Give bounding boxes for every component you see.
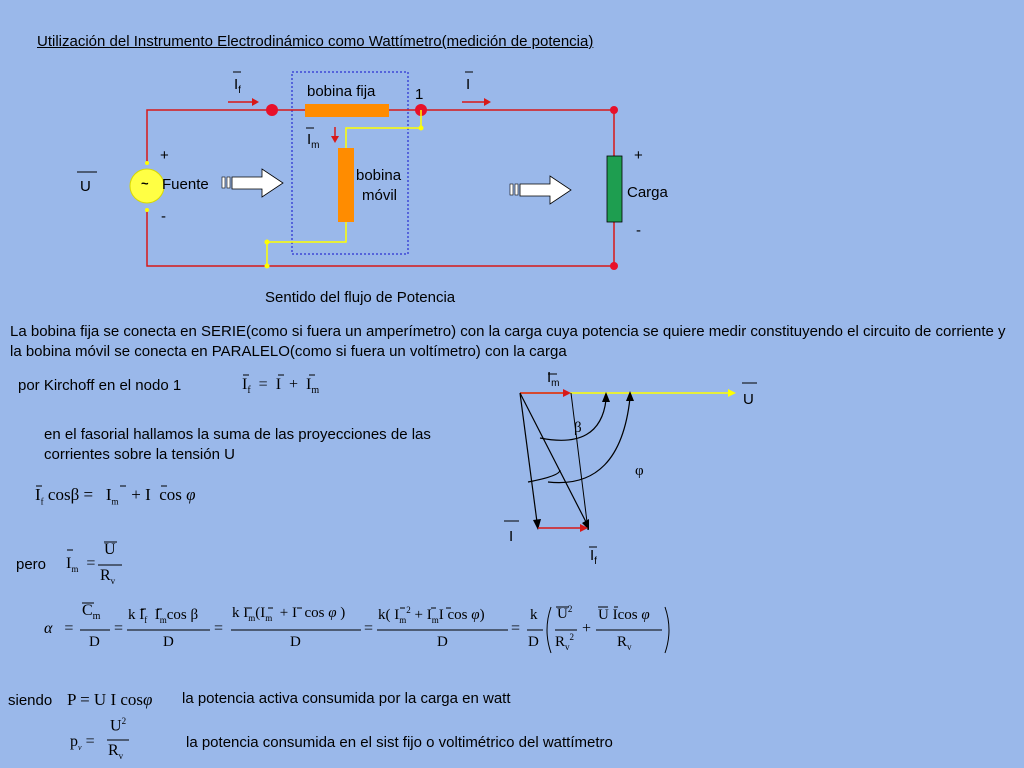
node-dot-left — [266, 104, 278, 116]
phasor-if-label: $I_f$ — [590, 547, 597, 567]
phasor-u-label: U — [743, 391, 754, 408]
power-formula: P = U I cosφ — [67, 690, 153, 709]
load-minus: - — [636, 222, 641, 239]
im-eq-num: U — [104, 541, 116, 558]
pv-formula-left: $p_v$ = — [70, 733, 95, 753]
im-eq-left: $I_m$ = — [66, 555, 96, 575]
mobile-wire-bottom — [267, 222, 346, 266]
alpha-formula: α = — [44, 620, 74, 637]
load-label: Carga — [627, 184, 668, 201]
arrow-im-icon — [331, 136, 339, 143]
siendo-label: siendo — [8, 692, 53, 709]
phasor-if — [520, 393, 586, 522]
current-i-label: I — [466, 76, 471, 93]
mobile-coil-label-1: bobina — [356, 167, 402, 184]
power-description: la potencia activa consumida por la carga en watt — [182, 690, 511, 707]
source-minus: - — [161, 208, 166, 225]
fixed-coil-label: bobina fija — [307, 83, 376, 100]
source-symbol: ~ — [141, 176, 149, 191]
pero-label: pero — [16, 556, 47, 573]
flow-arrow-left-icon — [222, 169, 283, 197]
voltage-label: U — [80, 178, 91, 195]
bottom-wire — [147, 210, 614, 266]
top-wire — [147, 110, 614, 163]
arrow-if-icon — [252, 98, 259, 106]
beta-label: β — [574, 420, 582, 436]
mobile-coil-label-2: móvil — [362, 187, 398, 204]
node-dot-right-bottom — [610, 262, 618, 270]
kirchhoff-text: por Kirchoff en el nodo 1 — [18, 377, 182, 394]
phi-label: φ — [635, 463, 644, 479]
kirchhoff-equation: $I_f = I + I_m$ — [242, 376, 320, 397]
pv-description: la potencia consumida en el sist fijo o voltimétrico del wattímetro — [186, 734, 613, 751]
current-im-label: $I_m$ — [307, 131, 320, 151]
source-plus: + — [160, 147, 169, 164]
arrow-i-icon — [484, 98, 491, 106]
projection-equation: $I_f$ $\cos\beta = I_m + I$ cos φ — [35, 485, 196, 507]
load-resistor — [607, 156, 622, 222]
explanation-text: La bobina fija se conecta en SERIE(como si fuera un amperímetro) con la carga cuya potencia se quiere medir constituyendo el circuito de corriente y la bobina móvil se conecta en PARALELO(como si fuera un voltímetro) con la carga — [10, 323, 1006, 360]
node-1-label: 1 — [415, 86, 424, 103]
current-if-label: $I_f$ — [234, 76, 241, 96]
fixed-coil — [305, 104, 389, 117]
phasor-i-label: I — [509, 528, 514, 545]
projection-text: en el fasorial hallamos la suma de las proyecciones de las corrientes sobre la tensión U — [44, 426, 431, 463]
flow-arrow-right-icon — [510, 176, 571, 204]
load-plus: + — [634, 147, 643, 164]
phasor-i — [520, 393, 537, 522]
phasor-diagram — [504, 374, 757, 547]
mobile-coil — [338, 148, 354, 222]
flow-caption: Sentido del flujo de Potencia — [265, 289, 456, 306]
im-eq-den: $R_v$ — [100, 567, 116, 587]
node-dot-right-top — [610, 106, 618, 114]
phasor-im-label: $I_m$ — [547, 369, 560, 389]
source-label: Fuente — [162, 176, 209, 193]
page-title: Utilización del Instrumento Electrodinámico como Wattímetro(medición de potencia) — [37, 33, 594, 50]
